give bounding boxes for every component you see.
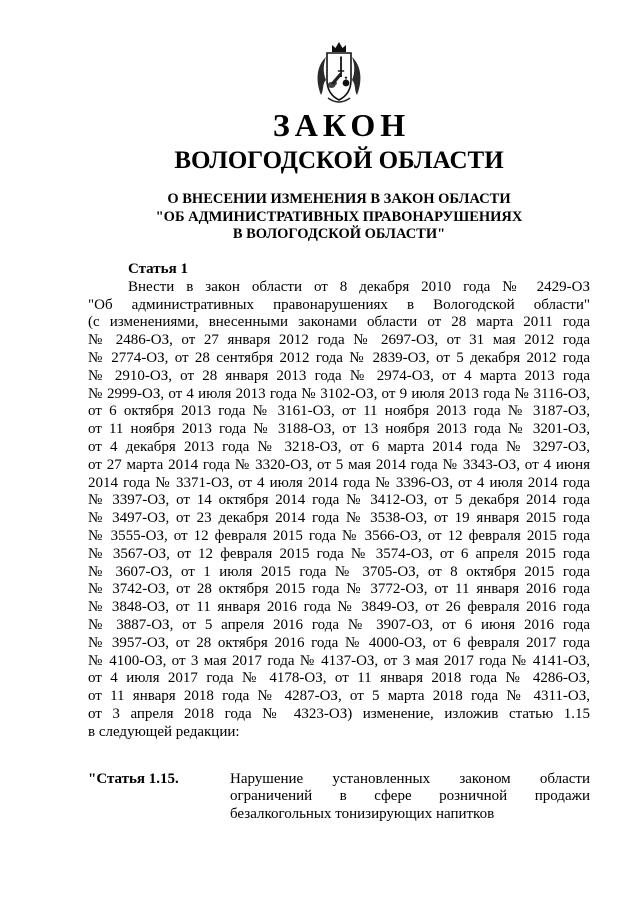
paragraph-line: № 3848-ОЗ, от 11 января 2016 года № 3849-ОЗ, от 26 февраля 2016 года [88,599,590,616]
paragraph-line: № 3957-ОЗ, от 28 октября 2016 года № 4000-ОЗ, от 6 февраля 2017 года [88,634,590,651]
orb-shape [343,80,350,87]
paragraph-line: № 3555-ОЗ, от 12 февраля 2015 года № 3566-ОЗ, от 12 февраля 2015 года [88,527,590,544]
article-1-text [88,279,590,742]
paragraph-line: № 3742-ОЗ, от 28 октября 2015 года № 3772-ОЗ, от 11 января 2016 года [88,581,590,598]
paragraph-line: № 2999-ОЗ, от 4 июля 2013 года № 3102-ОЗ, от 9 июля 2013 года № 3116-ОЗ, [88,385,590,402]
paragraph-line: № 3397-ОЗ, от 14 октября 2014 года № 3412-ОЗ, от 5 декабря 2014 года [88,492,590,509]
crown-shape [332,42,346,52]
paragraph-line: от 27 марта 2014 года № 3320-ОЗ, от 5 мая 2014 года № 3343-ОЗ, от 4 июня [88,456,590,473]
mantling-left-shape [318,57,326,95]
article-title-line: ограничений в сфере розничной продажи [230,788,590,805]
law-title-line: О ВНЕСЕНИИ ИЗМЕНЕНИЯ В ЗАКОН ОБЛАСТИ [167,191,511,207]
article-title-line: Нарушение установленных законом области [230,770,590,787]
paragraph-line: № 4100-ОЗ, от 3 мая 2017 года № 4137-ОЗ, от 3 мая 2017 года № 4141-ОЗ, [88,652,590,669]
paragraph-line: № 2774-ОЗ, от 28 сентября 2012 года № 2839-ОЗ, от 5 декабря 2012 года [88,349,590,366]
law-title [88,191,590,244]
document-title: ЗАКОН [272,107,411,143]
paragraph-line: от 11 января 2018 года № 4287-ОЗ, от 5 марта 2018 года № 4311-ОЗ, [88,688,590,705]
document-column [88,40,590,824]
paragraph-line: в следующей редакции: [88,723,240,740]
article-1-15-title [230,771,590,824]
paragraph-line: 2014 года № 3371-ОЗ, от 4 июля 2014 года № 3396-ОЗ, от 4 июля 2014 года [88,474,590,491]
article-1-heading: Статья 1 [128,261,188,277]
document-subtitle: ВОЛОГОДСКОЙ ОБЛАСТИ [174,147,504,174]
paragraph-line: № 2910-ОЗ, от 28 января 2013 года № 2974-ОЗ, от 4 марта 2013 года [88,367,590,384]
paragraph-line: от 11 ноября 2013 года № 3188-ОЗ, от 13 ноября 2013 года № 3201-ОЗ, [88,421,590,438]
article-1-15-label: "Статья 1.15. [88,770,179,787]
law-title-line: "ОБ АДМИНИСТРАТИВНЫХ ПРАВОНАРУШЕНИЯХ [155,208,523,225]
paragraph-line: № 3887-ОЗ, от 5 апреля 2016 года № 3907-ОЗ, от 6 июня 2016 года [88,616,590,633]
article-1-15 [88,771,590,824]
law-title-line: В ВОЛОГОДСКОЙ ОБЛАСТИ" [232,226,446,242]
coat-of-arms-icon [313,40,365,105]
paragraph-line: от 4 декабря 2013 года № 3218-ОЗ, от 6 марта 2014 года № 3297-ОЗ, [88,438,590,455]
paragraph-line: от 3 апреля 2018 года № 4323-ОЗ) изменение, изложив статью 1.15 [88,705,590,722]
paragraph-line: № 2486-ОЗ, от 27 января 2012 года № 2697-ОЗ, от 31 мая 2012 года [88,332,590,349]
mantling-right-shape [352,57,360,95]
article-title-line: безалкогольных тонизирующих напитков [230,806,495,823]
paragraph-line: № 3497-ОЗ, от 23 декабря 2014 года № 3538-ОЗ, от 19 января 2015 года [88,510,590,527]
paragraph-line: "Об административных правонарушениях в Вологодской области" [88,296,590,313]
paragraph-line: от 4 июля 2017 года № 4178-ОЗ, от 11 января 2018 года № 4286-ОЗ, [88,670,590,687]
paragraph-line: (с изменениями, внесенными законами области от 28 марта 2011 года [88,314,590,331]
paragraph-line: № 3567-ОЗ, от 12 февраля 2015 года № 3574-ОЗ, от 6 апреля 2015 года [88,545,590,562]
paragraph-line: № 3607-ОЗ, от 1 июля 2015 года № 3705-ОЗ, от 8 октября 2015 года [88,563,590,580]
paragraph-line: Внести в закон области от 8 декабря 2010 года № 2429-ОЗ [128,278,590,295]
paragraph-line: от 6 октября 2013 года № 3161-ОЗ, от 11 ноября 2013 года № 3187-ОЗ, [88,403,590,420]
